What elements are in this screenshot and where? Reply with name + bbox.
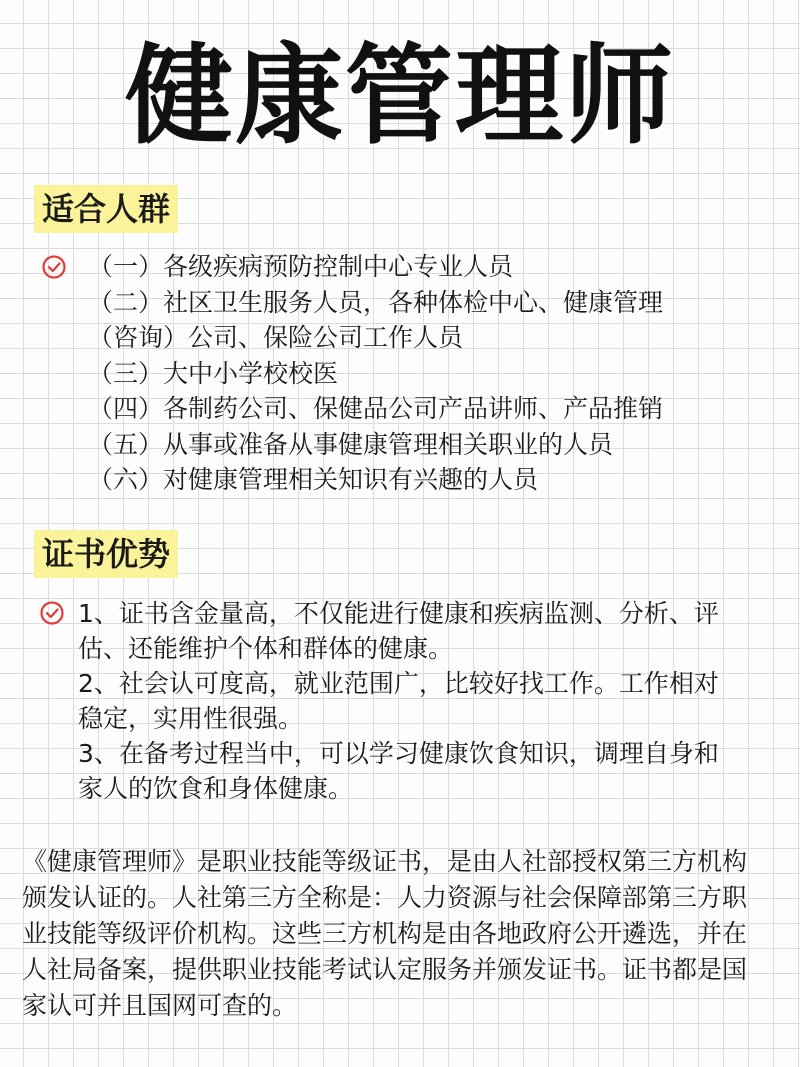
- list-item: 2、社会认可度高，就业范围广，比较好找工作。工作相对: [78, 669, 719, 698]
- paragraph-line: 家认可并且国网可查的。: [22, 991, 298, 1020]
- paragraph-line: 颁发认证的。人社第三方全称是：人力资源与社会保障部第三方职: [22, 883, 748, 912]
- list-item: 稳定，实用性很强。: [78, 704, 304, 733]
- list-item: 估、还能维护个体和群体的健康。: [78, 634, 454, 663]
- list-item: （三）大中小学校校医: [88, 358, 339, 388]
- list-item: （一）各级疾病预防控制中心专业人员: [88, 252, 514, 281]
- list-item: （咨询）公司、保险公司工作人员: [88, 323, 464, 352]
- list-item: （四）各制药公司、保健品公司产品讲师、产品推销: [88, 394, 664, 423]
- list-item: 家人的饮食和身体健康。: [78, 774, 354, 803]
- section-heading-certificate-benefits: 证书优势: [34, 530, 178, 578]
- check-circle-icon: [41, 254, 67, 280]
- paragraph-line: 业技能等级评价机构。这些三方机构是由各地政府公开遴选，并在: [22, 919, 748, 948]
- certificate-benefits-list: [78, 596, 719, 806]
- paragraph-line: 《健康管理师》是职业技能等级证书，是由人社部授权第三方机构: [22, 847, 748, 876]
- paragraph-line: 人社局备案，提供职业技能考试认定服务并颁发证书。证书都是国: [22, 955, 748, 984]
- target-audience-list: [88, 249, 663, 498]
- check-circle-icon: [39, 600, 65, 626]
- list-item: （二）社区卫生服务人员，各种体检中心、健康管理: [88, 287, 664, 317]
- intro-paragraph: [22, 844, 798, 1024]
- list-item: （五）从事或准备从事健康管理相关职业的人员: [88, 429, 614, 459]
- section-heading-target-audience: 适合人群: [34, 185, 178, 233]
- list-item: （六）对健康管理相关知识有兴趣的人员: [88, 465, 539, 494]
- page-title: 健康管理师: [124, 34, 675, 159]
- list-item: 3、在备考过程当中，可以学习健康饮食知识，调理自身和: [78, 739, 719, 768]
- list-item: 1、证书含金量高，不仅能进行健康和疾病监测、分析、评: [78, 599, 719, 628]
